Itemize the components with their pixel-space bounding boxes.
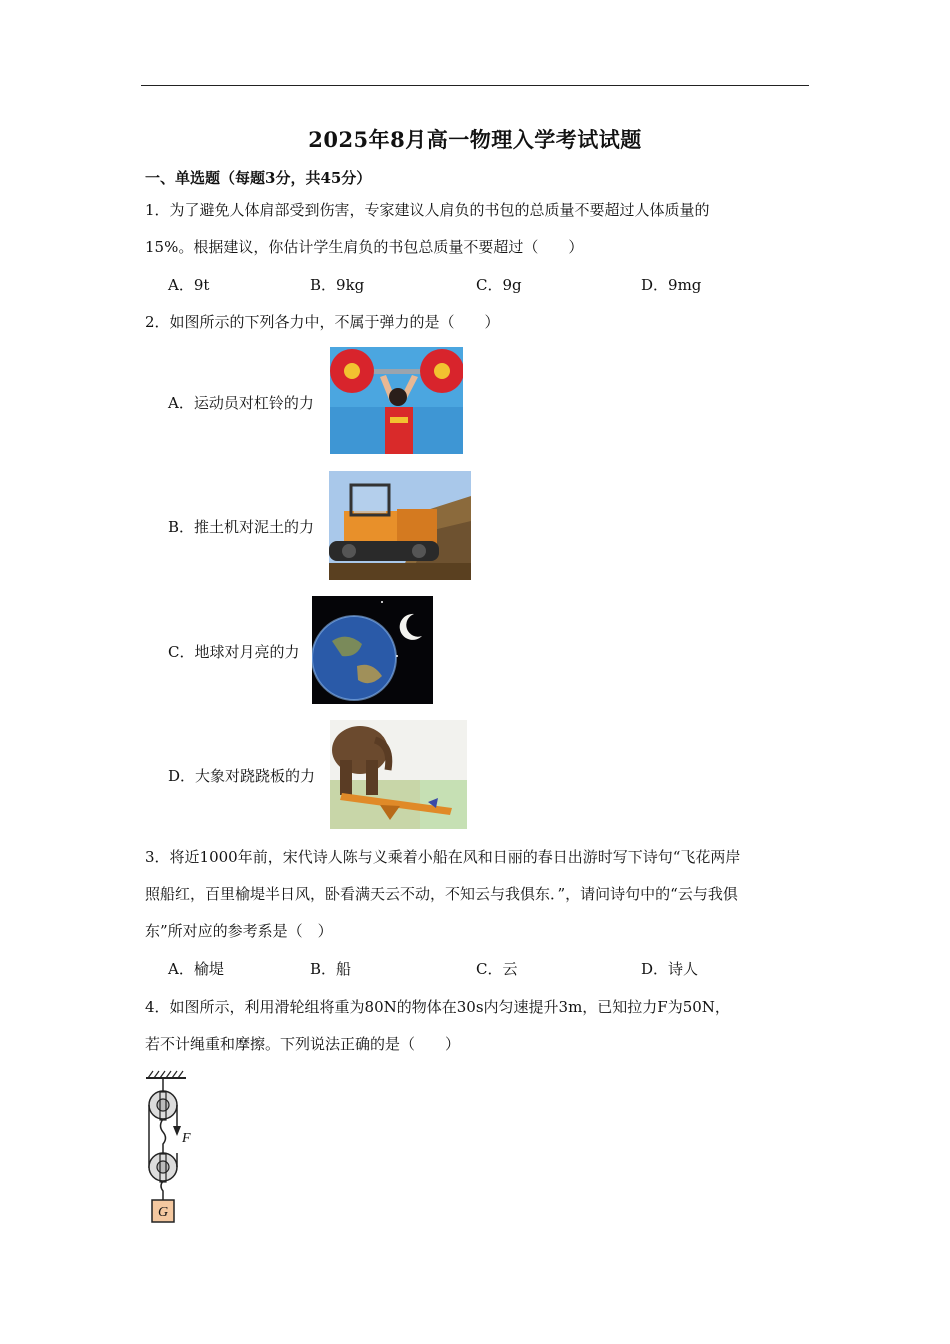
q3-line1: 3．将近1000年前，宋代诗人陈与义乘着小船在风和日丽的春日出游时写下诗句“飞花两岸 [145,848,741,866]
elephant-seesaw-image [330,720,467,829]
q4-line2: 若不计绳重和摩擦。下列说法正确的是（ ） [145,1035,461,1053]
q3-line3: 东”所对应的参考系是（ ） [145,922,333,940]
earth-moon-image [312,596,433,704]
page-title: 2025年8月高一物理入学考试试题 [308,127,642,152]
q1-option-a: A．9t [168,276,210,294]
q2-option-a: A．运动员对杠铃的力 [168,394,314,412]
pulley-diagram [140,1068,200,1226]
q1-line2: 15%。根据建议，你估计学生肩负的书包总质量不要超过（ ） [145,238,584,256]
q2-option-b: B．推土机对泥土的力 [168,518,315,536]
q3-option-b: B．船 [310,960,352,978]
q1-option-b: B．9kg [310,276,365,294]
q3-option-d: D．诗人 [641,960,699,978]
q1-option-c: C．9g [476,276,522,294]
weightlifter-image [330,347,463,454]
q3-option-c: C．云 [476,960,518,978]
q1-line1: 1．为了避免人体肩部受到伤害，专家建议人肩负的书包的总质量不要超过人体质量的 [145,201,710,219]
q2-option-d: D．大象对跷跷板的力 [168,767,316,785]
header-rule [141,85,809,86]
q2-option-c: C．地球对月亮的力 [168,643,300,661]
q2-line1: 2．如图所示的下列各力中，不属于弹力的是（ ） [145,313,500,331]
weight-label: G [157,1205,169,1220]
force-label: F [182,1131,191,1146]
q3-option-a: A．榆堤 [168,960,224,978]
q4-line1: 4．如图所示，利用滑轮组将重为80N的物体在30s内匀速提升3m，已知拉力F为50N， [145,998,730,1016]
bulldozer-image [329,471,471,580]
q3-line2: 照船红，百里榆堤半日风，卧看满天云不动，不知云与我俱东．”，请问诗句中的“云与我俱 [145,885,738,903]
section-heading: 一、单选题（每题3分，共45分） [145,169,372,187]
q1-option-d: D．9mg [641,276,702,294]
